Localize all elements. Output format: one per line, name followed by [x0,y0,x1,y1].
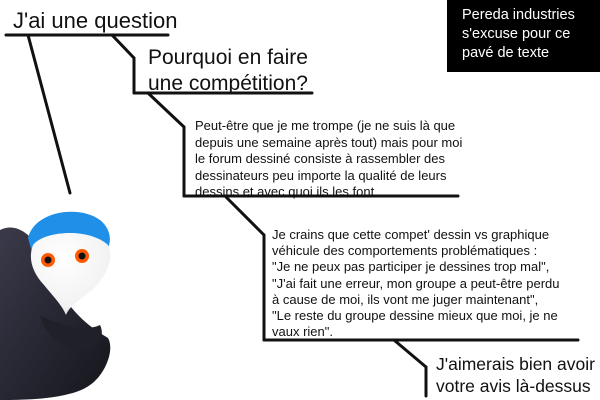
post-line: dessinateurs peu importe la qualité de leurs [195,167,447,183]
mascot-eye-right [75,249,89,263]
thread-post-opinion [436,353,595,397]
post-line: votre avis là-dessus [436,376,591,396]
post-line: J'aimerais bien avoir [436,354,595,374]
post-line: "J'ai fait une erreur, mon groupe a peut-être perdu [272,275,560,291]
thread-post-question [13,8,177,34]
post-line: vaux rien". [272,324,333,340]
post-line: "Je ne peux pas participer je dessines trop mal", [272,259,550,275]
post-line: Je crains que cette compet' dessin vs graphique [272,227,550,242]
badge-line: Pereda industries [462,7,575,23]
post-line: à cause de moi, ils vont me juger maintenant", [272,291,539,307]
post-line: véhicule des comportements problématiques : [272,243,538,259]
thread-post-forum [195,118,462,201]
post-line: une compétition? [148,72,308,95]
thread-post-concerns [272,227,560,340]
post-line: J'ai une question [13,8,178,33]
post-line: dessins et avec quoi ils les font [195,184,375,200]
post-line: "Le reste du groupe dessine mieux que moi, je ne [272,308,558,324]
post-line: Peut-être que je me trompe (je ne suis là que [195,118,456,133]
post-line: le forum dessiné consiste à rassembler des [195,151,446,167]
apology-badge [447,0,600,72]
thread-post-competition [148,45,308,97]
post-line: Pourquoi en faire [148,46,308,69]
badge-line: pavé de texte [462,45,550,61]
badge-line: s'excuse pour ce [462,26,571,42]
mascot-eye-left [41,253,55,267]
ghost-character-icon [0,200,140,400]
post-line: depuis une semaine après tout) mais pour moi [195,134,463,150]
